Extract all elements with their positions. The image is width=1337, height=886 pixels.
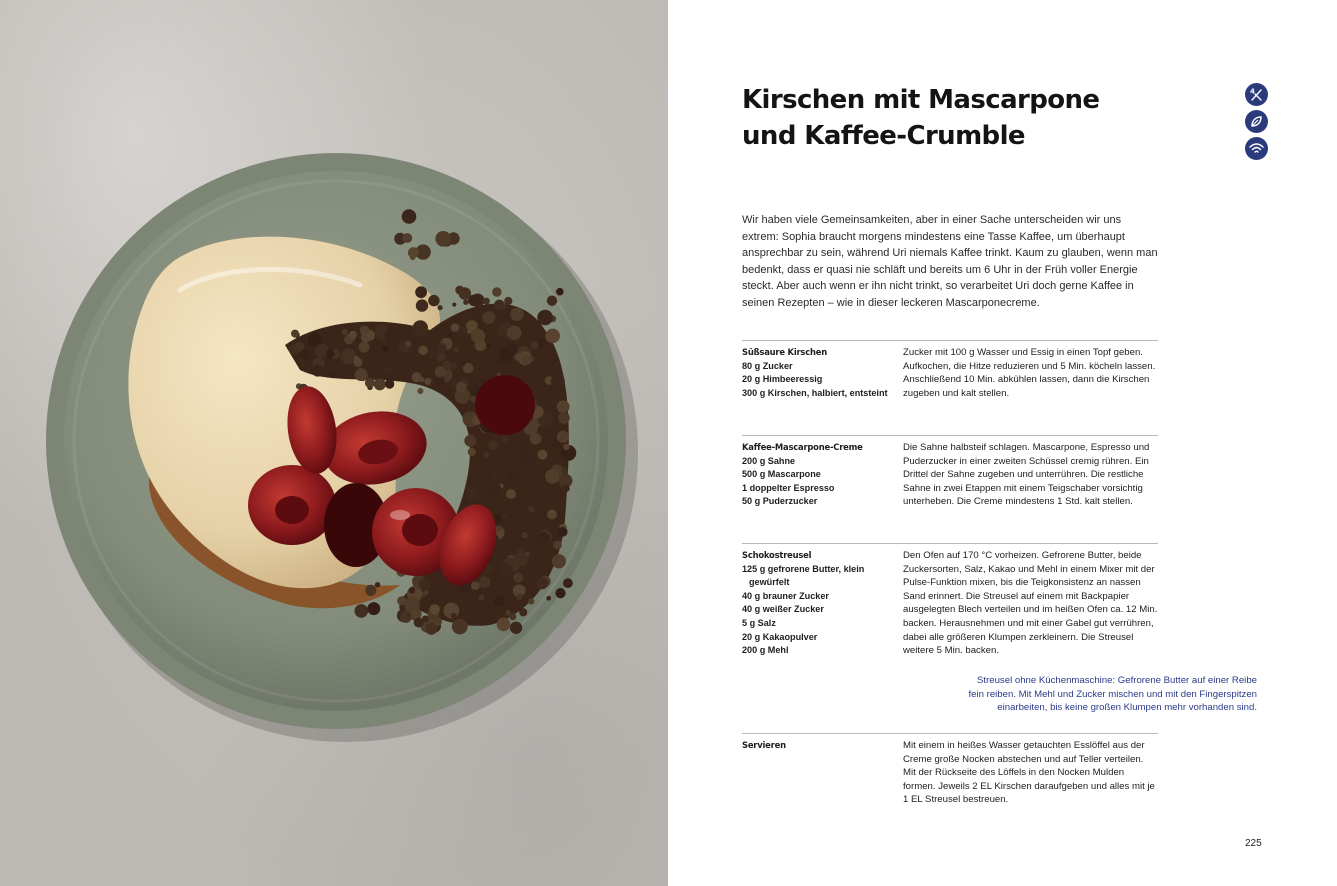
crumble-piece [355, 369, 367, 381]
tip-line: fein reiben. Mit Mehl und Zucker mischen und mit den Fingerspitzen [968, 688, 1257, 700]
crumble-piece [510, 622, 522, 634]
instruction-line: formen. Jeweils 2 EL Kirschen daraufgeben und alles mit je [903, 780, 1155, 792]
crumble-piece [517, 594, 523, 600]
crumble-piece [466, 487, 479, 500]
crumble-piece [429, 604, 440, 615]
crumble-piece [355, 604, 369, 618]
crumble-piece [536, 577, 548, 589]
vegetarian-leaf-icon [1245, 110, 1268, 133]
crumble-piece [418, 346, 427, 355]
recipe-title [742, 82, 1099, 154]
ingredient-list [742, 739, 900, 753]
section-servieren [742, 733, 1158, 806]
crumble-piece [419, 578, 431, 590]
crumble-piece [537, 310, 553, 326]
crumble-piece [408, 247, 419, 258]
crumble-piece [492, 287, 501, 296]
ingredient: 80 g Zucker [742, 360, 793, 371]
intro-line: seinen Rezepten – wie in dieser leckeren Mascarponecreme. [742, 296, 1040, 309]
recipe-icons [1245, 83, 1269, 164]
crumble-piece [425, 623, 437, 635]
instruction-line: zugeben und kalt stellen. [903, 387, 1010, 399]
instruction-line: weitere 5 Min. backen. [903, 645, 999, 657]
crumble-piece [487, 338, 492, 343]
crumble-piece [365, 585, 376, 596]
crumble-piece [528, 598, 534, 604]
instruction-line: Mit der Rückseite des Löffels in den Nocken Mulden [903, 767, 1125, 779]
crumble-piece [488, 440, 498, 450]
ingredient: gewürfelt [749, 577, 790, 588]
title-line-2: und Kaffee-Crumble [742, 121, 1025, 151]
section-kaffee-mascarpone-creme [742, 435, 1158, 508]
instruction-line: Puderzucker in einer zweiten Schüssel cremig rühren. Ein [903, 455, 1149, 467]
crumble-piece [563, 444, 569, 450]
crumble-piece [436, 352, 445, 361]
instruction-line: Pulse-Funktion mixen, bis die Teigkonsistenz an nassen [903, 577, 1141, 589]
crumble-piece [471, 581, 480, 590]
section-schokostreusel [742, 543, 1158, 657]
crumble-piece [365, 378, 375, 388]
recipe-intro [742, 212, 1182, 312]
crumble-piece [496, 360, 503, 367]
intro-line: bedenkt, dass er quasi nie schläft und bereits um 6 Uhr in der Früh voller Energie [742, 263, 1138, 276]
crumble-piece [409, 587, 415, 593]
crumble-piece [531, 341, 539, 349]
ingredient-list [742, 549, 900, 658]
crumble-piece [547, 296, 557, 306]
instruction-line: Zuckersorten, Salz, Kakao und Mehl in einem Mixer mit der [903, 563, 1155, 575]
ingredient: 300 g Kirschen, halbiert, entsteint [742, 387, 888, 398]
dessert-photo [0, 0, 668, 886]
instruction-line: backen. Herausnehmen und mit einer Gabel gut verrühren, [903, 617, 1154, 629]
crumble-piece [556, 288, 564, 296]
servings-number: 4 [1250, 87, 1255, 96]
crumble-piece [406, 613, 411, 618]
cherry-5-pit [402, 514, 438, 546]
intro-line: extrem: Sophia braucht morgens mindestens eine Tasse Kaffee, um überhaupt [742, 230, 1125, 243]
crumble-piece [502, 436, 509, 443]
crumble-piece [375, 582, 380, 587]
crumble-piece [507, 344, 518, 355]
crumble-piece [435, 366, 446, 377]
crumble-piece [452, 303, 456, 307]
crumble-piece [519, 608, 527, 616]
ingredient: 125 g gefrorene Butter, klein [742, 563, 865, 574]
instruction-line: Drittel der Sahne zugeben und unterrühren. Die restliche [903, 469, 1144, 481]
crumble-piece [494, 596, 505, 607]
crumble-piece [552, 554, 566, 568]
crumble-piece [405, 341, 411, 347]
crumble-piece [415, 286, 427, 298]
crumble-piece [546, 596, 551, 601]
crumble-piece [451, 323, 460, 332]
crumble-piece [471, 329, 485, 343]
instruction-line: Aufkochen, die Hitze reduzieren und 5 Min. köcheln lassen. [903, 360, 1156, 372]
crumble-piece [486, 343, 490, 347]
instructions [903, 346, 1171, 400]
intro-line: ansprechbar zu sein, während Uri niemals Kaffee trinkt. Kaum zu glauben, wenn man [742, 247, 1158, 260]
ingredient: 500 g Mascarpone [742, 469, 821, 480]
recipe-page [668, 0, 1337, 886]
crumble-piece [459, 287, 472, 300]
instructions [903, 549, 1171, 658]
crumble-piece [563, 485, 570, 492]
crumble-piece [349, 331, 357, 339]
crumble-piece [326, 349, 335, 358]
crumble-piece [558, 412, 570, 424]
crumble-piece [428, 348, 437, 357]
crumble-piece [558, 527, 568, 537]
crumble-piece [521, 355, 531, 365]
crumble-piece [428, 295, 439, 306]
crumble-piece [450, 362, 458, 370]
instruction-line: Sahne in zwei Etappen mit einem Teigschaber vorsichtig [903, 482, 1143, 494]
crumble-piece [484, 452, 490, 458]
crumble-piece [422, 616, 429, 623]
instruction-line: unterheben. Die Creme mindestens 1 Std. kalt stellen. [903, 496, 1133, 508]
instructions [903, 441, 1171, 509]
cherry-1-pit [275, 496, 309, 524]
crumble-piece [361, 332, 371, 342]
intro-line: steckt. Aber auch wenn er ihn nicht trinkt, so verarbeitet Uri doch gerne Kaffee in [742, 280, 1134, 293]
ingredient-list [742, 346, 900, 400]
crumble-piece [521, 532, 528, 539]
crumble-piece [451, 613, 457, 619]
ingredient: 40 g brauner Zucker [742, 590, 829, 601]
section-heading: Kaffee-Mascarpone-Creme [742, 442, 863, 452]
crumble-piece [312, 365, 324, 377]
crumble-piece [385, 366, 394, 375]
ingredient-list [742, 441, 900, 509]
crumble-piece [382, 346, 388, 352]
crumble-piece [509, 471, 519, 481]
instruction-line: Anschließend 10 Min. abkühlen lassen, dann die Kirschen [903, 374, 1150, 386]
crumble-piece [553, 541, 562, 550]
section-heading: Schokostreusel [742, 550, 812, 560]
crumble-piece [468, 448, 476, 456]
crumble-piece [461, 362, 465, 366]
crumble-piece [555, 588, 565, 598]
crumble-piece [404, 597, 420, 613]
ingredient: 20 g Kakaopulver [742, 631, 818, 642]
crumble-piece [454, 347, 459, 352]
crumble-piece [509, 613, 516, 620]
crumble-piece [416, 299, 428, 311]
recipe-tip [923, 674, 1257, 715]
dessert-illustration [0, 0, 668, 886]
section-heading: Süßsaure Kirschen [742, 347, 827, 357]
instruction-line: Mit einem in heißes Wasser getauchten Esslöffel aus der [903, 740, 1145, 751]
crumble-piece [352, 341, 357, 346]
instruction-line: Zucker mit 100 g Wasser und Essig in einen Topf geben. [903, 347, 1143, 358]
crumble-piece [557, 431, 569, 443]
cherry-7 [475, 375, 535, 435]
crumble-piece [419, 377, 425, 383]
crumble-piece [385, 328, 400, 343]
crumble-piece [545, 329, 560, 344]
crumble-piece [497, 526, 503, 532]
crumble-piece [551, 374, 565, 388]
signal-waves-icon [1245, 137, 1268, 160]
crumble-piece [452, 619, 468, 635]
ingredient: 200 g Mehl [742, 645, 789, 656]
crumble-piece [561, 468, 568, 475]
crumble-piece [557, 400, 570, 413]
crumble-piece [502, 610, 507, 615]
crumble-piece [413, 320, 428, 335]
crumble-piece [537, 532, 550, 545]
crumble-piece [456, 382, 467, 393]
crumble-piece [491, 471, 498, 478]
cherry-5-shine [390, 510, 410, 520]
instructions [903, 739, 1171, 807]
crumble-piece [402, 209, 417, 224]
ingredient: 40 g weißer Zucker [742, 604, 824, 615]
tip-line: einarbeiten, bis keine großen Klumpen mehr vorhanden sind. [997, 702, 1257, 714]
crumble-piece [526, 552, 530, 556]
tip-line: Streusel ohne Küchenmaschine: Gefrorene Butter auf einer Reibe [977, 675, 1257, 686]
ingredient: 5 g Salz [742, 617, 776, 628]
crumble-piece [329, 371, 336, 378]
crumble-piece [513, 573, 523, 583]
instruction-line: Den Ofen auf 170 °C vorheizen. Gefrorene Butter, beide [903, 550, 1142, 561]
crumble-piece [463, 300, 468, 305]
crumble-piece [300, 349, 311, 360]
crumble-piece [545, 469, 559, 483]
crumble-piece [563, 578, 573, 588]
crumble-piece [402, 233, 412, 243]
crumble-piece [490, 483, 501, 494]
instruction-line: ausgelegten Blech verteilen und im heißen Ofen ca. 12 Min. [903, 604, 1158, 616]
crumble-piece [531, 499, 541, 509]
crumble-piece [547, 510, 557, 520]
crumble-piece [358, 342, 369, 353]
crumble-piece [514, 353, 522, 361]
crumble-piece [483, 311, 496, 324]
ingredient: 20 g Himbeeressig [742, 374, 823, 385]
crumble-piece [494, 300, 505, 311]
instruction-line: Creme große Nocken abstechen und auf Teller verteilen. [903, 753, 1144, 765]
instruction-line: dabei alle größeren Klumpen zerkleinern. Die Streusel [903, 631, 1134, 643]
ingredient: 50 g Puderzucker [742, 496, 818, 507]
crumble-piece [354, 356, 359, 361]
crumble-piece [555, 363, 559, 367]
intro-line: Wir haben viele Gemeinsamkeiten, aber in einer Sache unterscheiden wir uns [742, 214, 1122, 226]
crumble-piece [385, 379, 394, 388]
crumble-piece [490, 355, 497, 362]
servings-cutlery-icon [1245, 83, 1268, 106]
crumble-piece [498, 563, 513, 578]
crumble-piece [507, 326, 522, 341]
crumble-piece [446, 333, 451, 338]
crumble-piece [504, 297, 512, 305]
crumble-piece [342, 329, 348, 335]
crumble-piece [374, 378, 386, 390]
crumble-piece [435, 231, 451, 247]
crumble-piece [479, 595, 485, 601]
crumble-piece [479, 576, 491, 588]
crumble-piece [520, 446, 529, 455]
page-number: 225 [1245, 838, 1262, 849]
crumble-piece [502, 514, 506, 518]
crumble-piece [438, 305, 443, 310]
crumble-piece [506, 489, 516, 499]
section-suesssaure-kirschen [742, 340, 1158, 399]
crumble-piece [464, 435, 476, 447]
ingredient: 1 doppelter Espresso [742, 482, 835, 493]
crumble-piece [497, 618, 511, 632]
crumble-piece [424, 590, 428, 594]
crumble-piece [437, 343, 447, 353]
crumble-piece [538, 450, 548, 460]
crumble-piece [367, 602, 380, 615]
crumble-piece [510, 308, 523, 321]
crumble-piece [464, 354, 470, 360]
instruction-line: 1 EL Streusel bestreuen. [903, 794, 1009, 806]
instruction-line: Sand erinnert. Die Streusel auf einem mit Backpapier [903, 590, 1130, 602]
title-line-1: Kirschen mit Mascarpone [742, 85, 1100, 115]
ingredient: 200 g Sahne [742, 455, 796, 466]
instruction-line: Die Sahne halbsteif schlagen. Mascarpone, Espresso und [903, 442, 1150, 453]
crumble-piece [483, 298, 490, 305]
section-heading: Servieren [742, 740, 786, 750]
crumble-piece [291, 330, 299, 338]
crumble-piece [417, 388, 423, 394]
